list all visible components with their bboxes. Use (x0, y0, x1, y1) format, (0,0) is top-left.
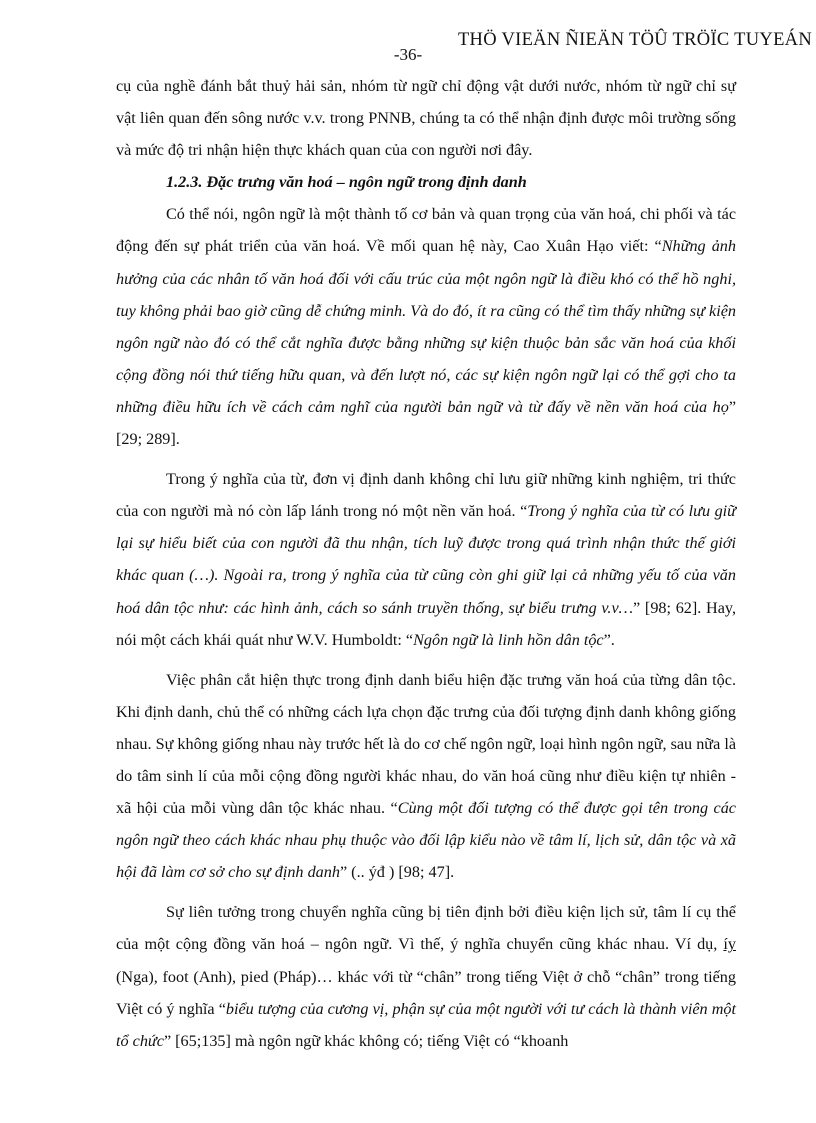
section-heading: 1.2.3. Đặc trưng văn hoá – ngôn ngữ trong định danh (166, 173, 527, 192)
quote-naming: Cùng một đối tượng có thể được gọi tên trong các ngôn ngữ theo cách khác nhau phụ thuộc vào đối lập kiểu nào về tâm lí, lịch sử, dân tộc và xã hội đã làm cơ sở cho sự định danh (116, 799, 736, 882)
quote-word-meaning: Trong ý nghĩa của từ có lưu giữ lại sự hiểu biết của con người đã thu nhận, tích luỹ được trong quá trình nhận thức thế giới khác quan (…). Ngoài ra, trong ý nghĩa của từ cũng còn ghi giữ lại cả những yếu tố của văn hoá dân tộc như: các hình ảnh, cách so sánh truyền thống, sự biểu trưng v.v… (116, 502, 736, 617)
paragraph-meaning-transfer: Sự liên tưởng trong chuyển nghĩa cũng bị tiên định bởi điều kiện lịch sử, tâm lí cụ thể của một cộng đồng văn hoá – ngôn ngữ. Vì thế, ý nghĩa chuyển cũng khác nhau. Ví dụ, íy (Nga), foot (Anh), pied (Pháp)… khác với từ “chân” trong tiếng Việt ở chỗ “chân” trong tiếng Việt có ý nghĩa “biểu tượng của cương vị, phận sự của một người với tư cách là thành viên một tổ chức” [65;135] mà ngôn ngữ khác không có; tiếng Việt có “khoanh (116, 903, 737, 1050)
quote-symbol-role: biểu tượng của cương vị, phận sự của một người với tư cách là thành viên một tổ chức (116, 999, 737, 1050)
page-number: -36- (393, 45, 423, 64)
quote-humboldt: Ngôn ngữ là linh hồn dân tộc (413, 630, 604, 649)
document-body (116, 70, 736, 1057)
paragraph-word-meaning: Trong ý nghĩa của từ, đơn vị định danh không chỉ lưu giữ những kinh nghiệm, tri thức của con người mà nó còn lấp lánh trong nó một nền văn hoá. “Trong ý nghĩa của từ có lưu giữ lại sự hiểu biết của con người đã thu nhận, tích luỹ được trong quá trình nhận thức thế giới khác quan (…). Ngoài ra, trong ý nghĩa của từ cũng còn ghi giữ lại cả những yếu tố của văn hoá dân tộc như: các hình ảnh, cách so sánh truyền thống, sự biểu trưng v.v…” [98; 62]. Hay, nói một cách khái quát như W.V. Humboldt: “Ngôn ngữ là linh hồn dân tộc”. (116, 470, 736, 649)
paragraph-reality-segmentation: Việc phân cắt hiện thực trong định danh biểu hiện đặc trưng văn hoá của từng dân tộc. Khi định danh, chủ thể có những cách lựa chọn đặc trưng của đối tượng định danh không giống nhau. Sự không giống nhau này trước hết là do cơ chế ngôn ngữ, loại hình ngôn ngữ, sau nữa là do tâm sinh lí của mỗi cộng đồng người khác nhau, do văn hoá cũng như điều kiện tự nhiên - xã hội của mỗi vùng dân tộc khác nhau. “Cùng một đối tượng có thể được gọi tên trong các ngôn ngữ theo cách khác nhau phụ thuộc vào đối lập kiểu nào về tâm lí, lịch sử, dân tộc và xã hội đã làm cơ sở cho sự định danh” (.. ýđ ) [98; 47]. (116, 670, 736, 882)
paragraph-continuation: cụ của nghề đánh bắt thuỷ hải sản, nhóm từ ngữ chỉ động vật dưới nước, nhóm từ ngữ chỉ sự vật liên quan đến sông nước v.v. trong PNNB, chúng ta có thể nhận định được môi trường sống và mức độ tri nhận hiện thực khách quan của con người nơi đây. (116, 77, 736, 160)
quote-cao-xuan-hao: Những ảnh hưởng của các nhân tố văn hoá đối với cấu trúc của một ngôn ngữ là điều khó có thể hồ nghi, tuy không phải bao giờ cũng dễ chứng minh. Và do đó, ít ra cũng có thể tìm thấy những sự kiện ngôn ngữ nào đó có thể cắt nghĩa được bằng những sự kiện thuộc bản sắc văn hoá của khối cộng đồng nói thứ tiếng hữu quan, và đến lượt nó, các sự kiện ngôn ngữ lại có thể gợi cho ta những điều hữu ích về cách cảm nghĩ của người bản ngữ và từ đấy về nền văn hoá của họ (116, 237, 736, 416)
library-header: THÖ VIEÄN ÑIEÄN TÖÛ TRÖÏC TUYEÁN (457, 30, 812, 50)
russian-word: íy (723, 935, 736, 954)
paragraph-language-culture: Có thể nói, ngôn ngữ là một thành tố cơ bản và quan trọng của văn hoá, chi phối và tác động đến sự phát triển của văn hoá. Về mối quan hệ này, Cao Xuân Hạo viết: “Những ảnh hưởng của các nhân tố văn hoá đối với cấu trúc của một ngôn ngữ là điều khó có thể hồ nghi, tuy không phải bao giờ cũng dễ chứng minh. Và do đó, ít ra cũng có thể tìm thấy những sự kiện ngôn ngữ nào đó có thể cắt nghĩa được bằng những sự kiện thuộc bản sắc văn hoá của khối cộng đồng nói thứ tiếng hữu quan, và đến lượt nó, các sự kiện ngôn ngữ lại có thể gợi cho ta những điều hữu ích về cách cảm nghĩ của người bản ngữ và từ đấy về nền văn hoá của họ” [29; 289]. (116, 205, 736, 449)
